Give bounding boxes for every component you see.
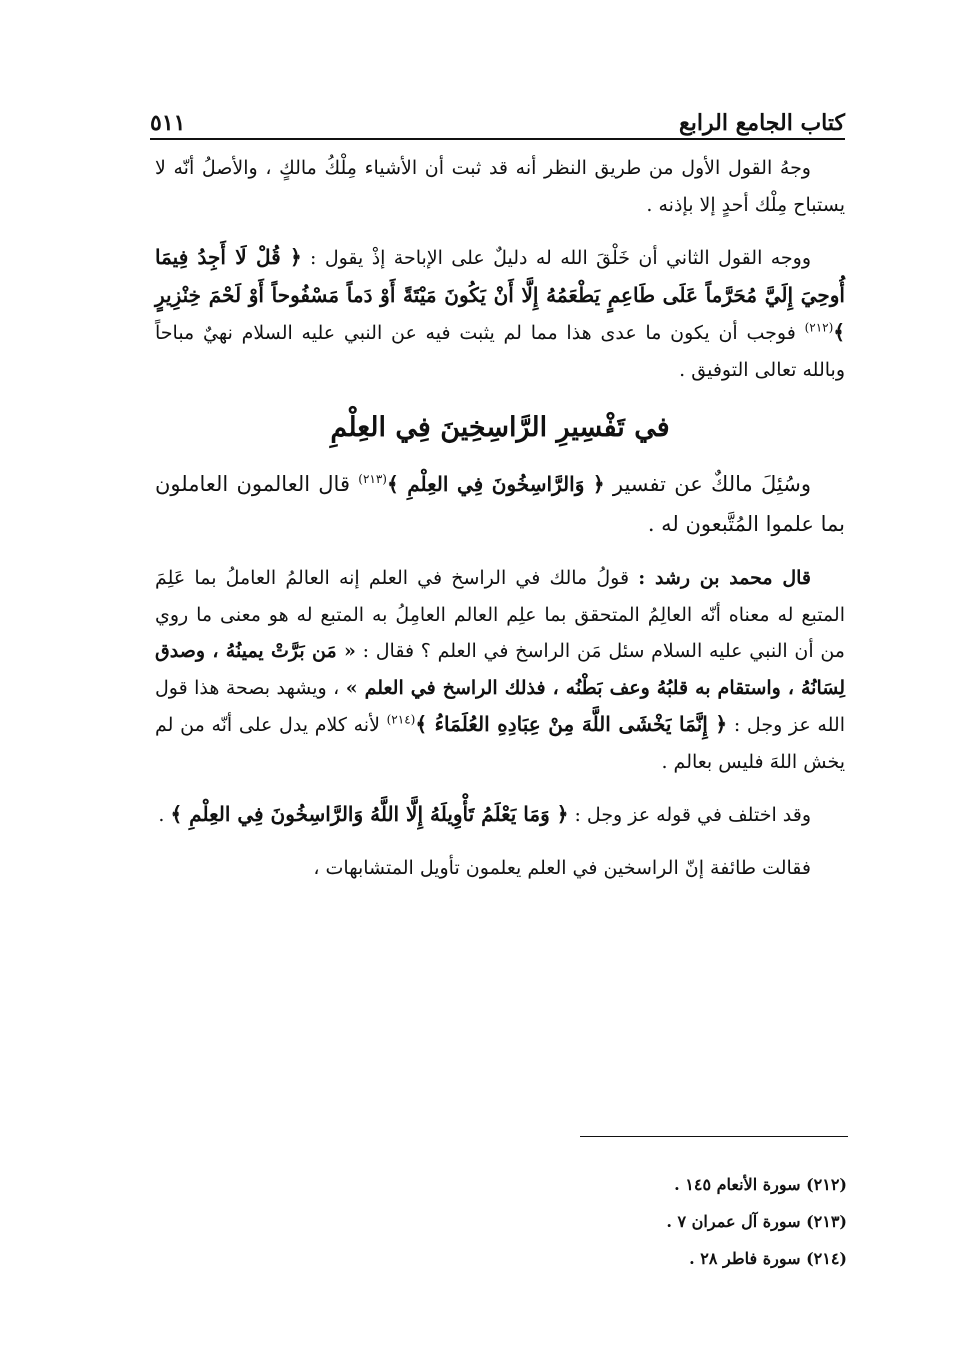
page-number: ٥١١	[150, 110, 186, 136]
paragraph-2-intro: ووجه القول الثاني أن خَلْقَ الله له دليلٌ على الإباحة إذْ يقول :	[310, 247, 811, 269]
paragraph-5	[155, 796, 845, 834]
speaker-name: قال محمد بن رشد :	[638, 567, 811, 589]
paragraph-4	[155, 560, 845, 780]
paragraph-3-intro: وسُئِلَ مالكٌ عن تفسير	[612, 472, 811, 496]
footnote-item: (٢١٣) سورة آل عمران ٧ .	[666, 1212, 847, 1231]
paragraph-4-text-2: ، ويشهد بصحة هذا قول الله عز وجل :	[155, 676, 845, 736]
paragraph-5-end: .	[158, 804, 165, 826]
paragraph-4-text-3: لأنه كلام يدل على أنّه من لم يخش اللهَ فليس بعالم .	[155, 714, 845, 773]
paragraph-2	[155, 239, 845, 388]
paragraph-4-text: قولُ مالك في الراسخ في العلم إنه العالمُ العاملُ بما عَلِمَ المتبع له معناه أنّه العالِمُ المتحقق بما علِم العالم العامِلُ به المتبع له هو معنى ما روي من أن النبي عليه السلام سئل مَن الراسخ في العلم ؟ فقال :	[155, 567, 845, 662]
paragraph-2-rest: فوجب أن يكون ما عدى هذا مما لم يثبت فيه عن النبي عليه السلام نهيٌ مباحاً وبالله تعالى التوفيق .	[155, 322, 845, 381]
hadith-quote: « مَن بَرَّتْ يمينُهُ ، وصدق لِسَانُهُ ، واستقام به قلبُهُ وعف بَطْنُه ، فذلك الراسخ في العلم »	[155, 640, 845, 699]
footnote-ref: (٢١٤)	[386, 712, 416, 727]
section-title: في تَفْسِيرِ الرَّاسِخِينَ فِي العِلْمِ	[330, 412, 670, 443]
paragraph-1: وجهُ القول الأول من طريق النظر أنه قد ثبت أن الأشياء مِلْكُ مالكٍ ، والأصلُ أنّه لا يستباح مِلْك أحدٍ إلا بإذنه .	[155, 157, 845, 216]
page-body	[155, 150, 845, 886]
header-divider	[150, 138, 845, 140]
footnote-ref: (٢١٣)	[358, 472, 387, 486]
paragraph-3	[155, 464, 845, 544]
footnote-item: (٢١٢) سورة الأنعام ١٤٥ .	[674, 1175, 847, 1194]
page-header	[150, 92, 845, 136]
paragraph-3-rest: قال العالمون العاملون بما علموا المُتَّبعون له .	[155, 472, 845, 536]
paragraph-5-intro: وقد اختلف في قوله عز وجل :	[574, 804, 811, 826]
paragraph-6: فقالت طائفة إنّ الراسخين في العلم يعلمون تأويل المتشابهات ،	[313, 856, 811, 879]
quran-verse: ﴿ إِنَّمَا يَخْشَى اللَّهَ مِنْ عِبَادِهِ العُلَمَاءُ ﴾	[415, 712, 728, 736]
quran-verse: ﴿ وَمَا يَعْلَمُ تَأْوِيلَهُ إِلَّا اللَّهُ وَالرَّاسِخُونَ فِي العِلْمِ ﴾	[170, 802, 569, 826]
quran-verse: ﴿ وَالرَّاسِخُونَ فِي العِلْمِ ﴾	[386, 472, 605, 496]
footnotes	[500, 1166, 847, 1277]
book-title: كتاب الجامع الرابع	[679, 110, 845, 136]
footnote-divider	[580, 1136, 848, 1137]
footnote-item: (٢١٤) سورة فاطر ٢٨ .	[689, 1249, 847, 1268]
quran-verse: ﴿ قُلْ لَا أَجِدُ فِيمَا أُوحِيَ إِلَيَّ مُحَرَّماً عَلَى طَاعِمٍ يَطْعَمُهُ إِلَّا أَنْ يَكُونَ مَيْتَةً أَوْ دَماً مَسْفُوحاً أَوْ لَحْمَ خِنْزِيرٍ ﴾	[155, 245, 845, 344]
footnote-ref: (٢١٢)	[804, 320, 834, 335]
